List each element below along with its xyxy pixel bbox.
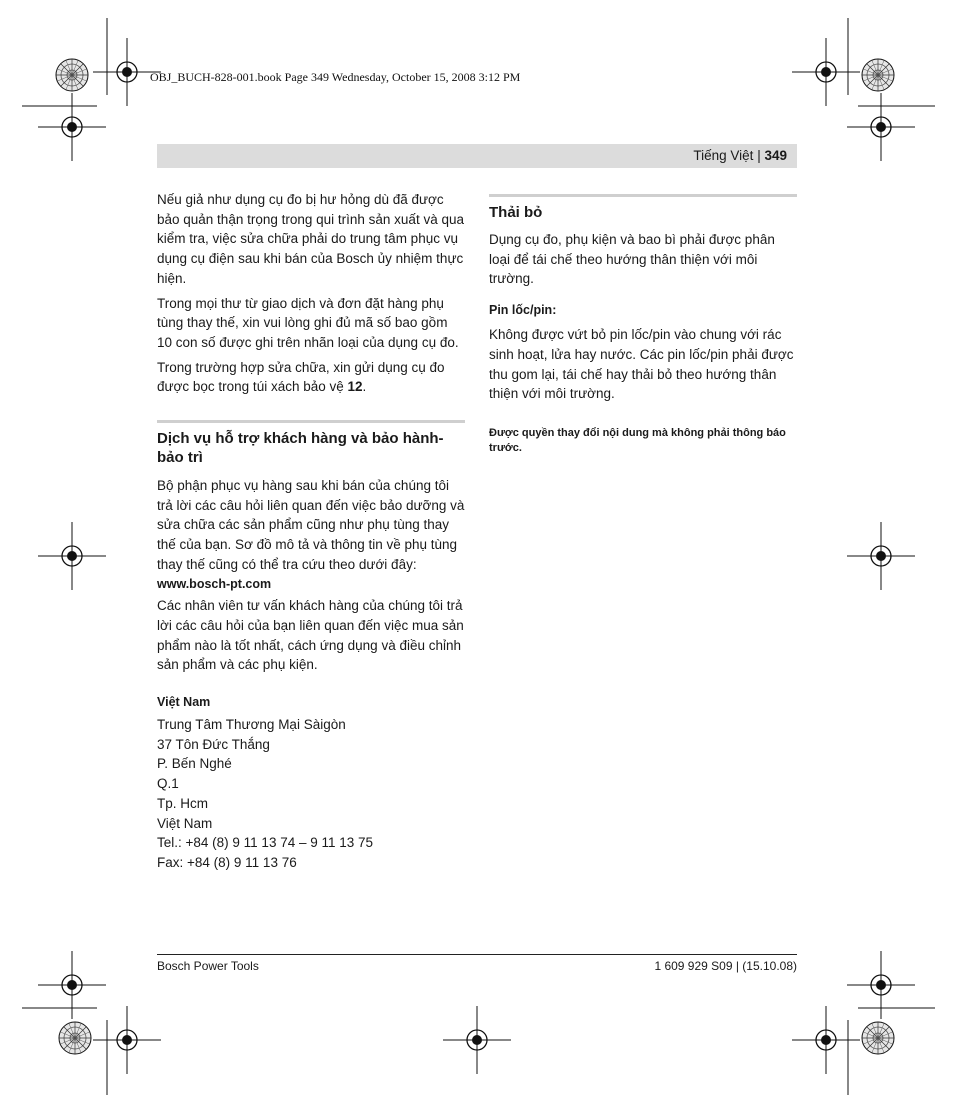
phone-line: Tel.: +84 (8) 9 11 13 74 – 9 11 13 75 — [157, 835, 374, 851]
footer-rule — [157, 954, 797, 955]
protective-bag-number: 12 — [347, 379, 363, 395]
address-line: P. Bến Nghé — [157, 756, 232, 772]
protective-bag-end: . — [362, 379, 367, 395]
protective-bag-text: Trong trường hợp sửa chữa, xin gửi dụng cụ đo được bọc trong túi xách bảo vệ — [157, 359, 445, 395]
repair-paragraph: Nếu giả như dụng cụ đo bị hư hỏng dù đã được bảo quản thận trọng trong qui trình sản xuất và qua kiểm tra, việc sửa chữa phải do trung tâm phục vụ dụng cụ điện sau khi bán của Bosch ủy nhiệm thực hiện. — [157, 192, 464, 286]
address-line: Việt Nam — [157, 815, 213, 831]
country-heading: Việt Nam — [157, 695, 211, 710]
change-notice: Được quyền thay đổi nội dung mà không phải thông báo trước. — [489, 426, 786, 454]
website-link[interactable]: www.bosch-pt.com — [157, 576, 272, 591]
print-info: OBJ_BUCH-828-001.book Page 349 Wednesday, October 15, 2008 3:12 PM — [150, 70, 521, 84]
advisor-paragraph: Các nhân viên tư vấn khách hàng của chúng tôi trả lời các câu hỏi của bạn liên quan đến việc mua sản phẩm nào là tốt nhất, cách ứng dụng và điều chỉnh sản phẩm và các phụ kiện. — [157, 598, 464, 673]
page-number: 349 — [764, 148, 787, 163]
battery-paragraph: Không được vứt bỏ pin lốc/pin vào chung với rác sinh hoạt, lửa hay nước. Các pin lốc/pin phải được thu gom lại, tái chế hay thải bỏ theo hướng thân thiện với môi trường. — [489, 327, 794, 402]
section-rule — [157, 420, 465, 423]
address-line: Trung Tâm Thương Mại Sàigòn — [157, 717, 346, 733]
address-line: 37 Tôn Đức Thắng — [157, 736, 270, 752]
address-line: Q.1 — [157, 776, 179, 792]
address-block — [157, 715, 465, 873]
page-header — [157, 144, 797, 168]
service-heading: Dịch vụ hỗ trợ khách hàng và bảo hành-bảo trì — [157, 430, 444, 467]
header-separator: | — [757, 148, 761, 163]
spare-parts-paragraph: Trong mọi thư từ giao dịch và đơn đặt hàng phụ tùng thay thế, xin vui lòng ghi đủ mã số bao gồm 10 con số được ghi trên nhãn loại của dụng cụ đo. — [157, 295, 459, 350]
footer-doc-number: 1 609 929 S09 | (15.10.08) — [654, 959, 797, 973]
right-column — [489, 194, 797, 456]
footer-brand: Bosch Power Tools — [157, 959, 259, 973]
disposal-paragraph: Dụng cụ đo, phụ kiện và bao bì phải được phân loại để tái chế theo hướng thân thiện với môi trường. — [489, 232, 775, 287]
service-paragraph: Bộ phận phục vụ hàng sau khi bán của chúng tôi trả lời các câu hỏi liên quan đến việc bảo dưỡng và sửa chữa các sản phẩm cũng như phụ tùng thay thế của bạn. Sơ đồ mô tả và thông tin về phụ tùng thay thế cũng có thể tra cứu theo dưới đây: — [157, 478, 465, 572]
address-line: Tp. Hcm — [157, 795, 209, 811]
battery-heading: Pin lốc/pin: — [489, 303, 557, 318]
left-column — [157, 190, 465, 873]
disposal-heading: Thải bỏ — [489, 204, 543, 221]
section-rule — [489, 194, 797, 197]
header-language: Tiếng Việt — [693, 148, 754, 163]
header-text — [693, 148, 787, 163]
protective-bag-paragraph — [157, 358, 465, 397]
fax-line: Fax: +84 (8) 9 11 13 76 — [157, 854, 297, 870]
